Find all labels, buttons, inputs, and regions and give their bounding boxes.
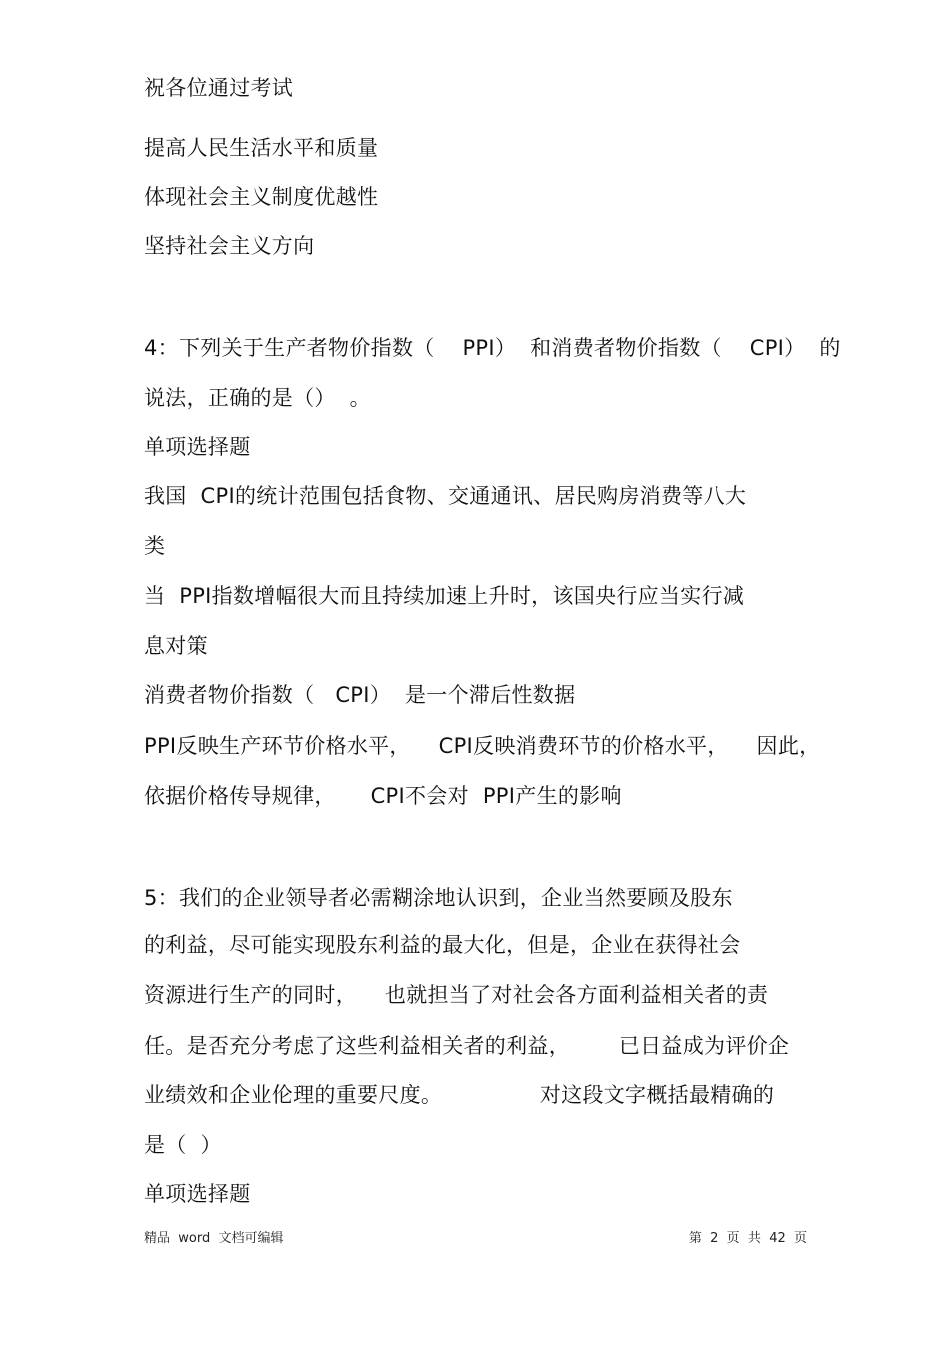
option-line: 提高人民生活水平和质量 <box>144 136 379 160</box>
q4-option1-line2: 类 <box>144 534 166 558</box>
q4-stem-line1: 4：下列关于生产者物价指数（ PPI） 和消费者物价指数（ CPI） 的 <box>144 336 841 360</box>
q4-option1-line1: 我国 CPI的统计范围包括食物、交通通讯、居民购房消费等八大 <box>144 484 747 508</box>
option-line: 体现社会主义制度优越性 <box>144 185 379 209</box>
q5-stem-line1: 5：我们的企业领导者必需糊涂地认识到，企业当然要顾及股东 <box>144 886 733 910</box>
q4-stem-line2: 说法，正确的是（） 。 <box>144 386 371 410</box>
footer-page-number: 第 2 页 共 42 页 <box>688 1231 807 1246</box>
q5-stem-line4: 任。是否充分考虑了这些利益相关者的利益， 已日益成为评价企 <box>144 1034 790 1058</box>
q5-stem-line3: 资源进行生产的同时， 也就担当了对社会各方面利益相关者的责 <box>144 983 769 1007</box>
wish-line: 祝各位通过考试 <box>144 76 294 100</box>
option-line: 坚持社会主义方向 <box>144 234 315 258</box>
q4-option2-line2: 息对策 <box>144 634 208 658</box>
q4-option2-line1: 当 PPI指数增幅很大而且持续加速上升时，该国央行应当实行减 <box>144 584 745 608</box>
q4-option4-line2: 依据价格传导规律， CPI不会对 PPI产生的影响 <box>144 784 622 808</box>
q4-type: 单项选择题 <box>144 435 251 459</box>
q4-option3: 消费者物价指数（ CPI） 是一个滞后性数据 <box>144 683 576 707</box>
q4-option4-line1: PPI反映生产环节价格水平， CPI反映消费环节的价格水平， 因此， <box>144 734 821 758</box>
q5-type: 单项选择题 <box>144 1182 251 1206</box>
q5-stem-line2: 的利益，尽可能实现股东利益的最大化，但是，企业在获得社会 <box>144 933 741 957</box>
q5-stem-line6: 是（ ） <box>144 1133 222 1157</box>
q5-stem-line5: 业绩效和企业伦理的重要尺度。 对这段文字概括最精确的 <box>144 1083 775 1107</box>
footer-left-text: 精品 word 文档可编辑 <box>144 1231 284 1246</box>
